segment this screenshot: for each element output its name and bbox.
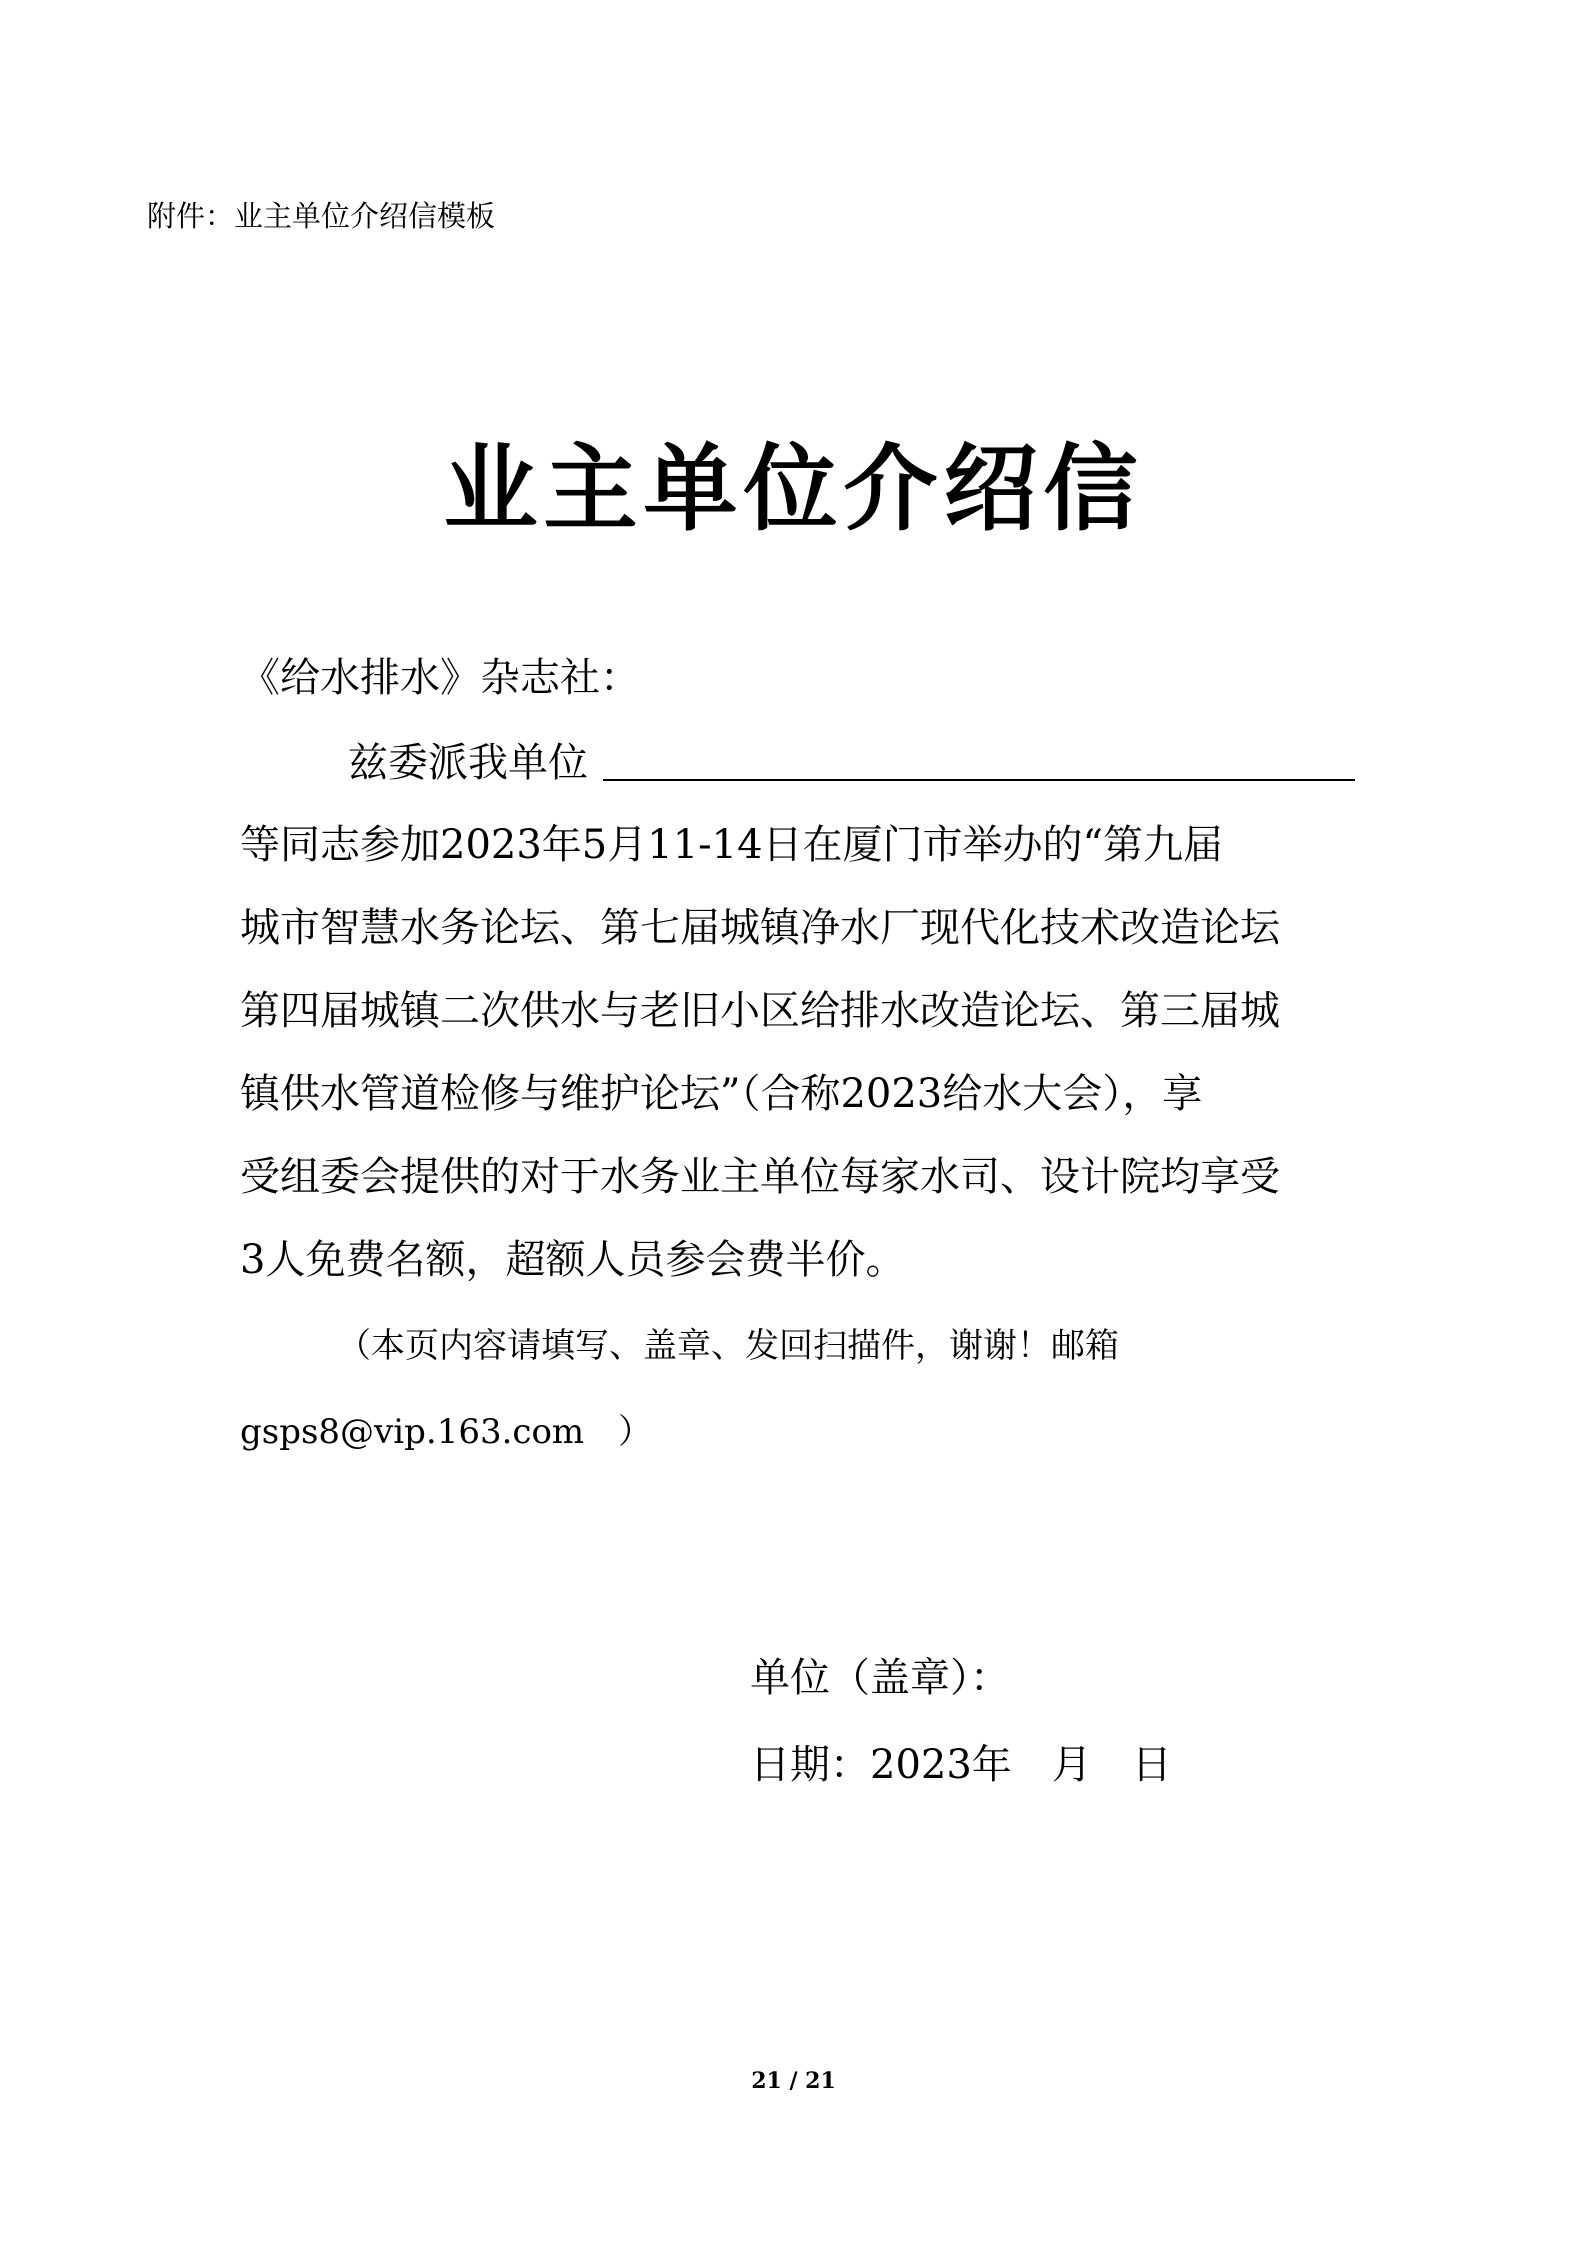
body-line: 3人免费名额，超额人员参会费半价。 [240,1237,906,1283]
unit-name-blank-line [603,779,1355,781]
dispatch-line: 兹委派我单位 [348,740,588,786]
body-line: 镇供水管道检修与维护论坛”（合称2023给水大会），享 [240,1071,1203,1117]
signature-date: 日期：2023年 月 日 [750,1742,1172,1788]
note-line-email: gsps8@vip.163.com ） [240,1412,653,1452]
document-title: 业主单位介绍信 [443,435,1144,544]
salutation: 《给水排水》杂志社： [240,655,640,701]
body-line: 受组委会提供的对于水务业主单位每家水司、设计院均享受 [240,1154,1280,1200]
signature-unit-seal: 单位（盖章）： [750,1655,1010,1701]
attachment-note: 附件：业主单位介绍信模板 [147,199,496,233]
note-line-instructions: （本页内容请填写、盖章、发回扫描件，谢谢！邮箱 [337,1326,1119,1366]
page-number: 21 / 21 [751,2068,836,2094]
body-line: 第四届城镇二次供水与老旧小区给排水改造论坛、第三届城 [240,988,1280,1034]
body-line: 等同志参加2023年5月11-14日在厦门市举办的“第九届 [240,822,1224,868]
body-line: 城市智慧水务论坛、第七届城镇净水厂现代化技术改造论坛 [240,905,1280,951]
